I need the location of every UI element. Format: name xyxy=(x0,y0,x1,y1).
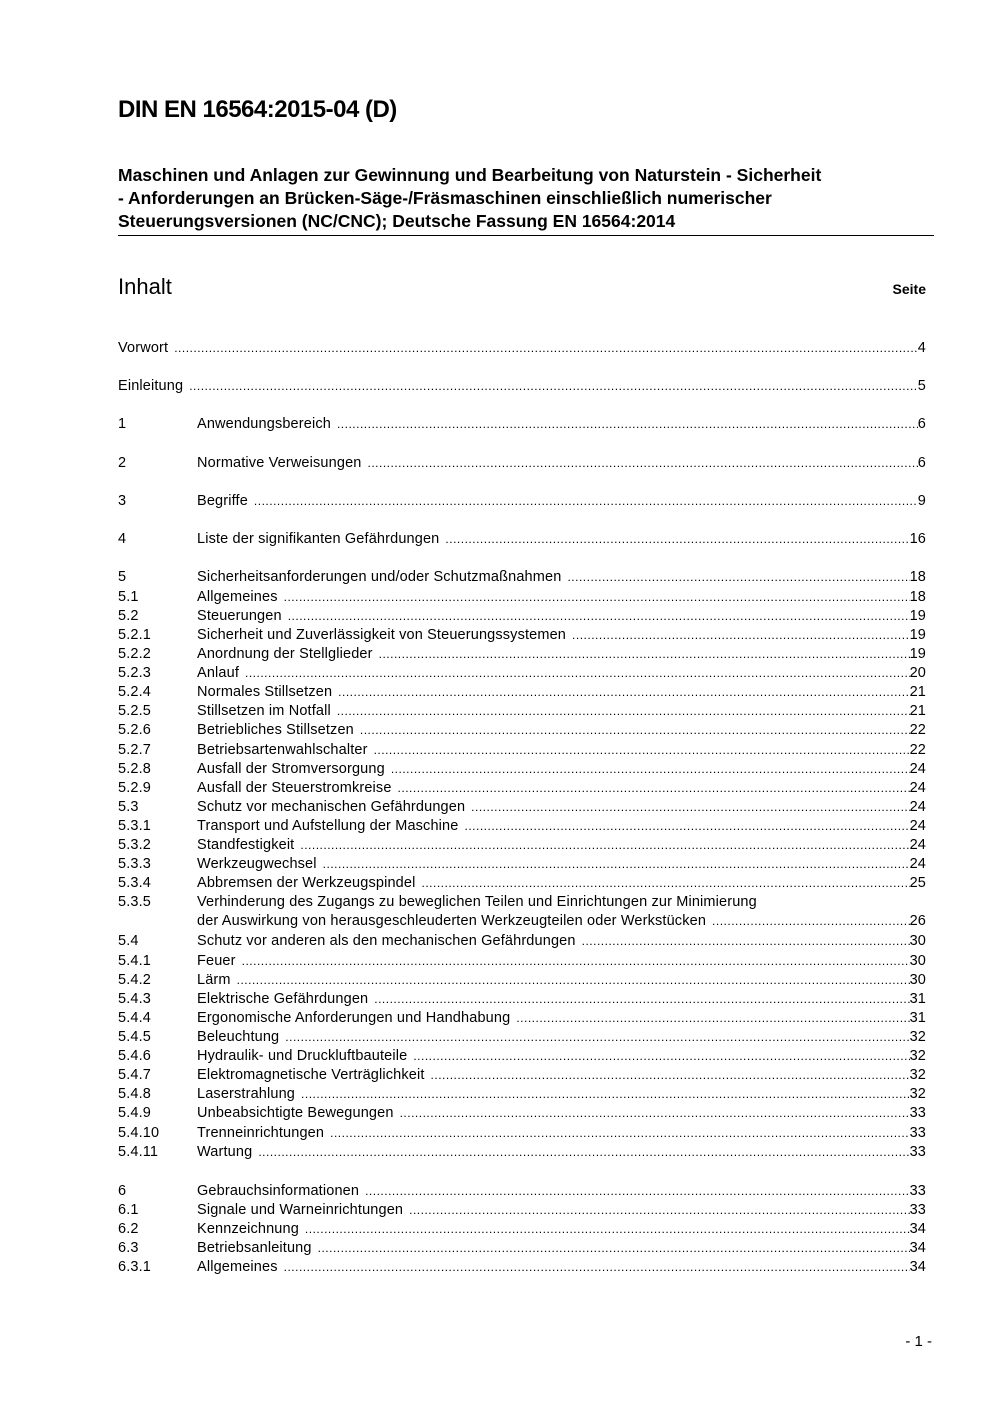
toc-leader-dots xyxy=(374,990,909,1009)
toc-entry-page: 20 xyxy=(909,665,926,681)
toc-entry[interactable] xyxy=(118,779,926,798)
toc-entry-title: Unbeabsichtigte Bewegungen xyxy=(197,1105,394,1121)
toc-entry-number: 5.2.1 xyxy=(118,627,151,643)
toc-leader-dots xyxy=(712,912,910,931)
toc-entry[interactable] xyxy=(118,339,926,358)
toc-entry-page: 32 xyxy=(909,1029,926,1045)
toc-entry-number: 4 xyxy=(118,531,127,547)
toc-entry-title: Trenneinrichtungen xyxy=(197,1125,325,1141)
toc-entry-title: Abbremsen der Werkzeugspindel xyxy=(197,875,416,891)
toc-leader-dots xyxy=(368,454,918,473)
toc-leader-dots xyxy=(379,645,910,664)
page-number: - 1 - xyxy=(905,1333,932,1350)
toc-entry-title: Laserstrahlung xyxy=(197,1086,296,1102)
toc-entry-number: 5.2.8 xyxy=(118,761,151,777)
toc-entry[interactable] xyxy=(118,760,926,779)
toc-entry-title: Feuer xyxy=(197,953,236,969)
toc-entry-number: 5.3.4 xyxy=(118,875,151,891)
toc-entry-number: 5.1 xyxy=(118,589,139,605)
document-id: DIN EN 16564:2015-04 (D) xyxy=(118,96,397,123)
toc-entry[interactable] xyxy=(118,415,926,434)
toc-entry[interactable] xyxy=(118,492,926,511)
toc-entry[interactable] xyxy=(118,1047,926,1066)
toc-entry-number: 6.3.1 xyxy=(118,1259,151,1275)
toc-entry-title: Ausfall der Stromversorgung xyxy=(197,761,385,777)
toc-entry-title: Sicherheit und Zuverlässigkeit von Steuerungssystemen xyxy=(197,627,567,643)
toc-entry-page: 32 xyxy=(909,1067,926,1083)
toc-entry-page: 18 xyxy=(909,569,926,585)
toc-entry-title: Betriebsanleitung xyxy=(197,1240,312,1256)
toc-entry-number: 5.4.10 xyxy=(118,1125,160,1141)
toc-leader-dots xyxy=(258,1143,909,1162)
toc-entry-page: 24 xyxy=(909,856,926,872)
toc-leader-dots xyxy=(567,568,909,587)
toc-entry[interactable] xyxy=(118,932,926,951)
toc-entry-title: Schutz vor mechanischen Gefährdungen xyxy=(197,799,466,815)
toc-leader-dots xyxy=(288,607,910,626)
toc-entry-page: 30 xyxy=(909,933,926,949)
toc-entry-title: Sicherheitsanforderungen und/oder Schutzmaßnahmen xyxy=(197,569,562,585)
toc-entry-title: Werkzeugwechsel xyxy=(197,856,317,872)
toc-leader-dots xyxy=(285,1028,909,1047)
toc-entry-number: 5.3.2 xyxy=(118,837,151,853)
toc-entry[interactable] xyxy=(118,626,926,645)
toc-entry[interactable] xyxy=(118,1104,926,1123)
toc-leader-dots xyxy=(338,683,909,702)
toc-entry-number: 5.3.5 xyxy=(118,894,151,910)
toc-entry-title: Elektrische Gefährdungen xyxy=(197,991,369,1007)
toc-leader-dots xyxy=(572,626,910,645)
toc-entry-number: 5.4.9 xyxy=(118,1105,151,1121)
toc-entry-title: Schutz vor anderen als den mechanischen Gefährdungen xyxy=(197,933,576,949)
toc-entry-number: 5.2.9 xyxy=(118,780,151,796)
toc-leader-dots xyxy=(421,874,909,893)
toc-entry-number: 5.4.7 xyxy=(118,1067,151,1083)
toc-entry-label: Vorwort xyxy=(118,340,169,356)
toc-entry[interactable] xyxy=(118,855,926,874)
toc-entry[interactable] xyxy=(118,1009,926,1028)
toc-entry-page: 31 xyxy=(909,1010,926,1026)
toc-leader-dots xyxy=(189,377,918,396)
toc-entry-page: 30 xyxy=(909,972,926,988)
toc-heading: Inhalt xyxy=(118,274,172,299)
toc-entry-title: Elektromagnetische Verträglichkeit xyxy=(197,1067,425,1083)
toc-entry-title: Ausfall der Steuerstromkreise xyxy=(197,780,392,796)
toc-entry-number: 6.3 xyxy=(118,1240,139,1256)
toc-entry[interactable] xyxy=(118,664,926,683)
toc-leader-dots xyxy=(323,855,910,874)
toc-entry-number: 5.3.3 xyxy=(118,856,151,872)
toc-entry-number: 5.3 xyxy=(118,799,139,815)
toc-entry-page: 24 xyxy=(909,780,926,796)
toc-entry-page: 25 xyxy=(909,875,926,891)
toc-entry-number: 5.4.11 xyxy=(118,1144,159,1160)
toc-entry-page: 6 xyxy=(917,455,926,471)
toc-entry-page: 24 xyxy=(909,837,926,853)
toc-leader-dots xyxy=(301,1085,910,1104)
toc-entry-page: 33 xyxy=(909,1144,926,1160)
toc-entry-number: 5.4.8 xyxy=(118,1086,151,1102)
toc-leader-dots xyxy=(284,1258,910,1277)
toc-leader-dots xyxy=(284,588,910,607)
toc-entry-number: 3 xyxy=(118,493,127,509)
toc-entry-label: Einleitung xyxy=(118,378,184,394)
toc-entry-page: 6 xyxy=(917,416,926,432)
toc-entry[interactable] xyxy=(118,1258,926,1277)
toc-entry[interactable] xyxy=(118,1028,926,1047)
toc-entry-title: Liste der signifikanten Gefährdungen xyxy=(197,531,440,547)
toc-leader-dots xyxy=(374,741,910,760)
toc-entry-page: 9 xyxy=(917,493,926,509)
toc-entry[interactable] xyxy=(118,874,926,893)
toc-leader-dots xyxy=(409,1201,909,1220)
toc-leader-dots xyxy=(242,952,910,971)
toc-entry[interactable] xyxy=(118,588,926,607)
toc-entry-number: 5.4 xyxy=(118,933,139,949)
title-line: Maschinen und Anlagen zur Gewinnung und Bearbeitung von Naturstein - Sicherheit xyxy=(118,165,822,185)
toc-entry-page: 33 xyxy=(909,1202,926,1218)
toc-entry[interactable] xyxy=(118,607,926,626)
toc-entry-page: 32 xyxy=(909,1048,926,1064)
toc-entry-title: Gebrauchsinformationen xyxy=(197,1183,360,1199)
toc-leader-dots xyxy=(398,779,910,798)
document-title xyxy=(118,164,934,236)
toc-entry[interactable] xyxy=(118,1220,926,1239)
toc-leader-dots xyxy=(400,1104,910,1123)
toc-entry[interactable] xyxy=(118,1239,926,1258)
toc-leader-dots xyxy=(582,932,910,951)
toc-leader-dots xyxy=(305,1220,910,1239)
toc-entry-number: 2 xyxy=(118,455,127,471)
toc-entry-title: Hydraulik- und Druckluftbauteile xyxy=(197,1048,408,1064)
toc-entry-number: 5.2.7 xyxy=(118,742,151,758)
toc-page-label: Seite xyxy=(892,281,926,297)
toc-entry-title: Normative Verweisungen xyxy=(197,455,362,471)
toc-leader-dots xyxy=(254,492,918,511)
toc-leader-dots xyxy=(445,530,909,549)
toc-entry-title: Standfestigkeit xyxy=(197,837,295,853)
toc-entry[interactable] xyxy=(118,645,926,664)
toc-entry-page: 33 xyxy=(909,1183,926,1199)
toc-entry-title: Normales Stillsetzen xyxy=(197,684,333,700)
toc-leader-dots xyxy=(174,339,918,358)
toc-leader-dots xyxy=(330,1124,909,1143)
title-line: Steuerungsversionen (NC/CNC); Deutsche Fassung EN 16564:2014 xyxy=(118,211,676,231)
toc-entry-title: Lärm xyxy=(197,972,231,988)
toc-entry[interactable] xyxy=(118,683,926,702)
toc-entry-title: Ergonomische Anforderungen und Handhabung xyxy=(197,1010,511,1026)
toc-leader-dots xyxy=(471,798,909,817)
toc-entry-title: Verhinderung des Zugangs zu beweglichen Teilen und Einrichtungen zur Minimierung xyxy=(197,894,757,910)
toc-entry-title: Signale und Warneinrichtungen xyxy=(197,1202,404,1218)
toc-entry-page: 32 xyxy=(909,1086,926,1102)
toc-entry-number: 5.4.5 xyxy=(118,1029,151,1045)
toc-entry-number: 5.2 xyxy=(118,608,139,624)
toc-entry[interactable] xyxy=(118,721,926,740)
toc-entry-title: Anordnung der Stellglieder xyxy=(197,646,373,662)
toc-entry-title: Anlauf xyxy=(197,665,240,681)
toc-entry[interactable] xyxy=(118,377,926,396)
toc-entry-page: 5 xyxy=(917,378,926,394)
toc-entry-page: 34 xyxy=(909,1259,926,1275)
toc-entry-page: 19 xyxy=(909,627,926,643)
toc-entry-page: 19 xyxy=(909,646,926,662)
toc-entry-page: 33 xyxy=(909,1105,926,1121)
toc-entry-page: 31 xyxy=(909,991,926,1007)
toc-entry[interactable] xyxy=(118,1201,926,1220)
toc-entry[interactable] xyxy=(118,1124,926,1143)
toc-entry-title: Allgemeines xyxy=(197,1259,278,1275)
toc-entry-page: 33 xyxy=(909,1125,926,1141)
toc-leader-dots xyxy=(431,1066,910,1085)
toc-entry-number: 1 xyxy=(118,416,127,432)
toc-entry-title: Transport und Aufstellung der Maschine xyxy=(197,818,459,834)
toc-entry-title: Wartung xyxy=(197,1144,253,1160)
toc-entry-page: 22 xyxy=(909,742,926,758)
toc-entry[interactable] xyxy=(118,971,926,990)
toc-leader-dots xyxy=(464,817,909,836)
toc-entry-page: 21 xyxy=(909,684,926,700)
toc-entry-number: 5.2.3 xyxy=(118,665,151,681)
toc-entry-number: 5 xyxy=(118,569,127,585)
toc-entry-page: 24 xyxy=(909,799,926,815)
toc-entry[interactable] xyxy=(118,741,926,760)
toc-leader-dots xyxy=(300,836,909,855)
toc-entry-number: 5.4.1 xyxy=(118,953,151,969)
toc-leader-dots xyxy=(237,971,910,990)
toc-entry[interactable] xyxy=(118,568,926,587)
toc-entry[interactable] xyxy=(118,836,926,855)
toc-entry-number: 5.2.5 xyxy=(118,703,151,719)
toc-entry-page: 21 xyxy=(909,703,926,719)
toc-entry-number: 5.2.4 xyxy=(118,684,151,700)
toc-leader-dots xyxy=(365,1182,909,1201)
toc-entry[interactable] xyxy=(118,817,926,836)
toc-entry-page: 34 xyxy=(909,1221,926,1237)
toc-entry-title: Betriebliches Stillsetzen xyxy=(197,722,354,738)
toc-leader-dots xyxy=(245,664,910,683)
toc-entry[interactable] xyxy=(118,1066,926,1085)
toc-entry-number: 5.4.2 xyxy=(118,972,151,988)
toc-entry-page: 26 xyxy=(909,913,926,929)
toc-entry-title-continued: der Auswirkung von herausgeschleuderten Werkzeugteilen oder Werkstücken xyxy=(197,913,707,929)
toc-leader-dots xyxy=(360,721,910,740)
toc-entry-number: 5.3.1 xyxy=(118,818,151,834)
toc-entry[interactable] xyxy=(118,454,926,473)
toc-entry-number: 5.4.6 xyxy=(118,1048,151,1064)
toc-entry-number: 5.2.6 xyxy=(118,722,151,738)
toc-leader-dots xyxy=(318,1239,910,1258)
toc-entry-title: Kennzeichnung xyxy=(197,1221,299,1237)
toc-entry[interactable] xyxy=(118,530,926,549)
toc-entry[interactable] xyxy=(118,702,926,721)
toc-entry-page: 24 xyxy=(909,818,926,834)
toc-entry-title: Allgemeines xyxy=(197,589,278,605)
toc-entry[interactable] xyxy=(118,952,926,971)
toc-entry-title: Anwendungsbereich xyxy=(197,416,331,432)
toc-entry-number: 6 xyxy=(118,1183,127,1199)
toc-leader-dots xyxy=(337,702,910,721)
toc-entry-page: 22 xyxy=(909,722,926,738)
toc-entry-page: 18 xyxy=(909,589,926,605)
toc-entry-page: 24 xyxy=(909,761,926,777)
toc-entry[interactable] xyxy=(118,798,926,817)
toc-leader-dots xyxy=(516,1009,909,1028)
toc-leader-dots xyxy=(391,760,910,779)
toc-leader-dots xyxy=(413,1047,909,1066)
toc-entry-title: Stillsetzen im Notfall xyxy=(197,703,331,719)
toc-entry-title: Begriffe xyxy=(197,493,248,509)
toc-entry-title: Betriebsartenwahlschalter xyxy=(197,742,368,758)
toc-entry-title: Steuerungen xyxy=(197,608,282,624)
toc-entry[interactable] xyxy=(118,1182,926,1201)
toc-entry[interactable] xyxy=(118,1085,926,1104)
toc-entry[interactable] xyxy=(118,1143,926,1162)
toc-entry-title: Beleuchtung xyxy=(197,1029,280,1045)
toc-entry-number: 6.1 xyxy=(118,1202,139,1218)
toc-entry-number: 6.2 xyxy=(118,1221,139,1237)
title-line: - Anforderungen an Brücken-Säge-/Fräsmaschinen einschließlich numerischer xyxy=(118,188,772,208)
toc-leader-dots xyxy=(337,415,918,434)
toc-entry-page: 4 xyxy=(917,340,926,356)
toc-entry-page: 19 xyxy=(909,608,926,624)
toc-entry-number: 5.4.4 xyxy=(118,1010,151,1026)
toc-entry-page: 30 xyxy=(909,953,926,969)
toc-entry-number: 5.4.3 xyxy=(118,991,151,1007)
toc-entry[interactable] xyxy=(118,893,926,931)
toc-entry-page: 16 xyxy=(909,531,926,547)
toc-entry-page: 34 xyxy=(909,1240,926,1256)
toc-entry-number: 5.2.2 xyxy=(118,646,151,662)
toc-entry[interactable] xyxy=(118,990,926,1009)
